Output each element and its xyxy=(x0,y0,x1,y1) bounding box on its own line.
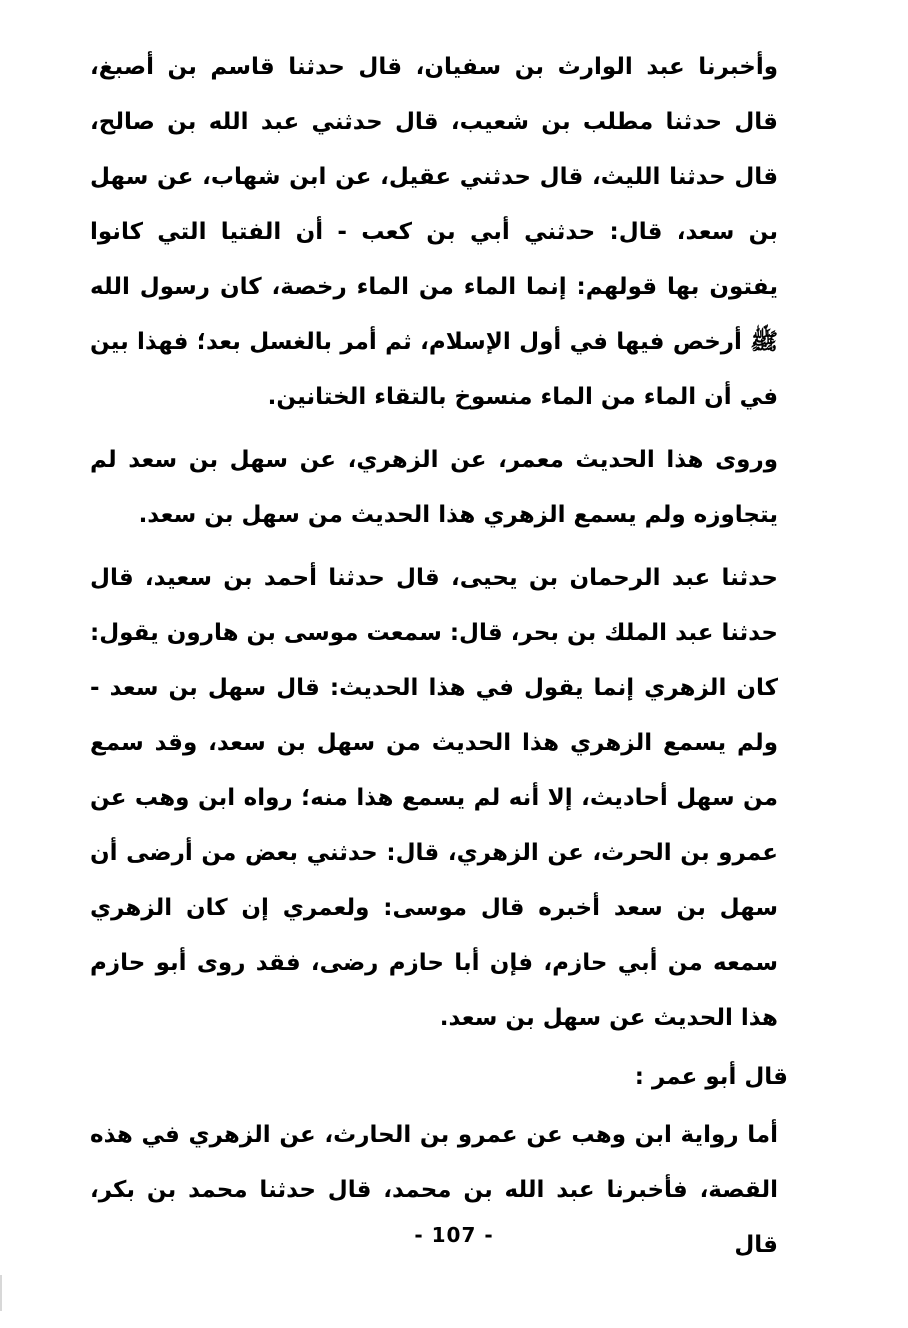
paragraph-4: أما رواية ابن وهب عن عمرو بن الحارث، عن الزهري في هذه القصة، فأخبرنا عبد الله بن محمد، قال حدثنا محمد بن بكر، قال xyxy=(90,1122,778,1258)
page-body xyxy=(90,40,818,1273)
section-heading: قال أبو عمر : xyxy=(634,1064,788,1090)
paragraph-1: وأخبرنا عبد الوارث بن سفيان، قال حدثنا قاسم بن أصبغ، قال حدثنا مطلب بن شعيب، قال حدثني عبد الله بن صالح، قال حدثنا الليث، قال حدثني عقيل، عن ابن شهاب، عن سهل بن سعد، قال: حدثني أبي بن كعب - أن الفتيا التي كانوا يفتون بها قولهم: إنما الماء من الماء رخصة، كان رسول الله ﷺ أرخص فيها في أول الإسلام، ثم أمر بالغسل بعد؛ فهذا بين في أن الماء من الماء منسوخ بالتقاء الختانين. xyxy=(90,54,778,410)
scan-edge-mark xyxy=(0,1275,2,1311)
paragraph-3: حدثنا عبد الرحمان بن يحيى، قال حدثنا أحمد بن سعيد، قال حدثنا عبد الملك بن بحر، قال: سمعت موسى بن هارون يقول: كان الزهري إنما يقول في هذا الحديث: قال سهل بن سعد - ولم يسمع الزهري هذا الحديث من سهل بن سعد، وقد سمع من سهل أحاديث، إلا أنه لم يسمع هذا منه؛ رواه ابن وهب عن عمرو بن الحرث، عن الزهري، قال: حدثني بعض من أرضى أن سهل بن سعد أخبره قال موسى: ولعمري إن كان الزهري سمعه من أبي حازم، فإن أبا حازم رضى، فقد روى أبو حازم هذا الحديث عن سهل بن سعد. xyxy=(90,565,778,1031)
paragraph-2: وروى هذا الحديث معمر، عن الزهري، عن سهل بن سعد لم يتجاوزه ولم يسمع الزهري هذا الحديث من سهل بن سعد. xyxy=(90,447,778,528)
page-number: - 107 - xyxy=(414,1223,494,1247)
